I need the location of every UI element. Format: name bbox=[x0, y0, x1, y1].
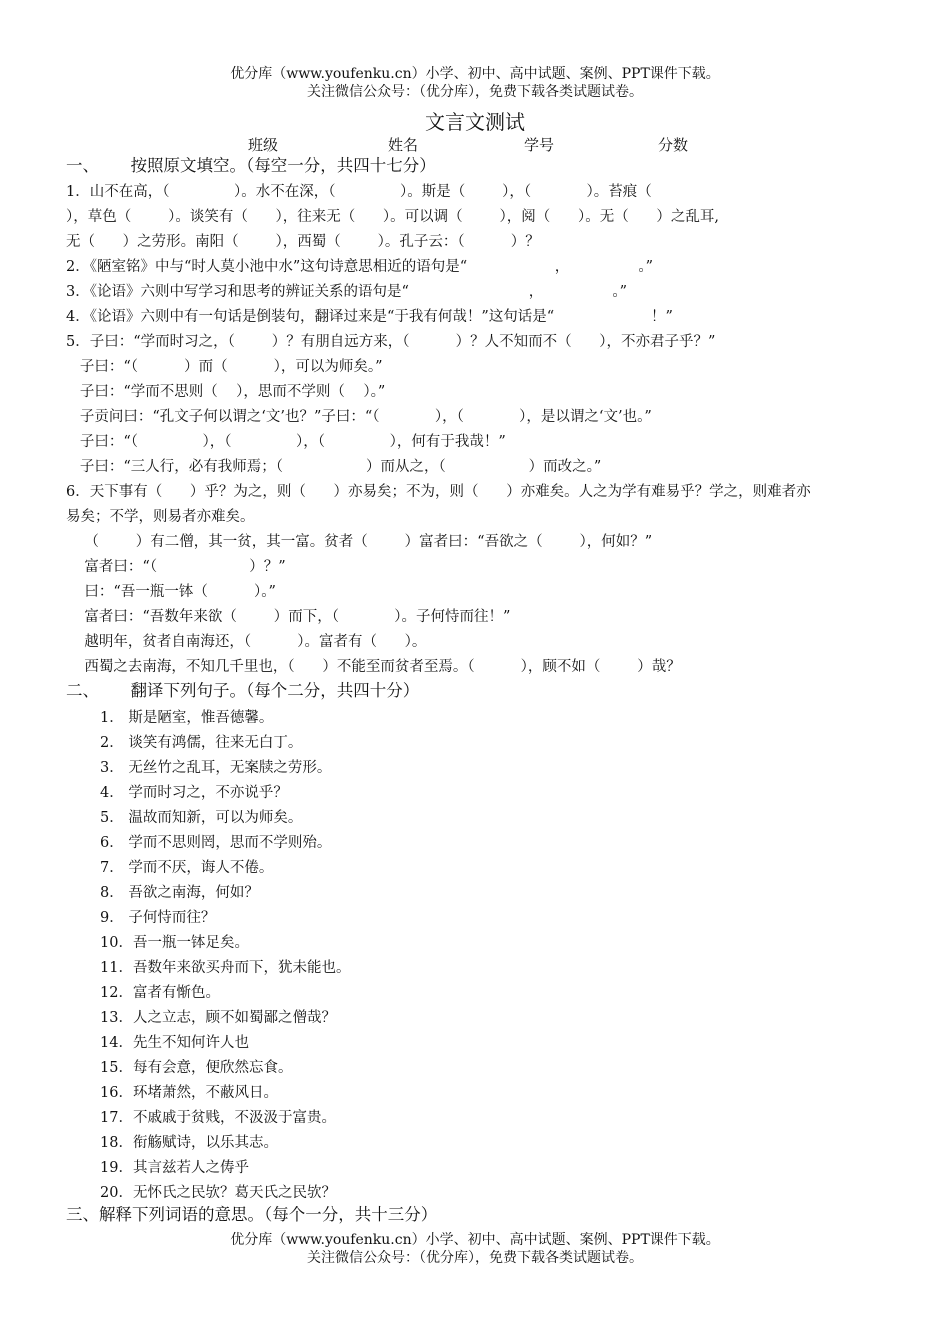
s2-item: 7． 学而不厌，诲人不倦。 bbox=[100, 860, 274, 876]
site-footer-line1: 优分库（www.youfenku.cn）小学、初中、高中试题、案例、PPT课件下载。 bbox=[230, 1232, 720, 1248]
s1-line: 曰：“吾一瓶一钵（ ）。” bbox=[66, 584, 276, 600]
s1-line: 无（ ）之劳形。南阳（ ），西蜀（ ）。孔子云：（ ）？ bbox=[66, 234, 540, 250]
s2-item: 2． 谈笑有鸿儒，往来无白丁。 bbox=[100, 735, 303, 751]
section1-heading: 一、 按照原文填空。（每空一分，共四十七分） bbox=[66, 156, 436, 175]
s2-item: 11．吾数年来欲买舟而下，犹未能也。 bbox=[100, 960, 351, 976]
name-label: 姓名 bbox=[388, 136, 419, 154]
s1-line: （ ）有二僧，其一贫，其一富。贫者（ ）富者曰：“吾欲之（ ），何如？” bbox=[66, 534, 653, 550]
site-header-line2: 关注微信公众号：（优分库），免费下载各类试题试卷。 bbox=[307, 84, 643, 100]
section3-heading: 三、解释下列词语的意思。（每个一分，共十三分） bbox=[66, 1205, 438, 1224]
s1-line: ），草色（ ）。谈笑有（ ），往来无（ ）。可以调（ ），阅（ ）。无（ ）之乱耳, bbox=[66, 209, 719, 225]
s1-line: 子曰：“三人行，必有我师焉；（ ）而从之，（ ）而改之。” bbox=[66, 459, 602, 475]
site-header-line1: 优分库（www.youfenku.cn）小学、初中、高中试题、案例、PPT课件下载。 bbox=[230, 66, 720, 82]
s2-item: 9． 子何恃而往？ bbox=[100, 910, 216, 926]
s1-line: 西蜀之去南海，不知几千里也，（ ）不能至而贫者至焉。（ ），顾不如（ ）哉？ bbox=[66, 659, 681, 675]
s1-line: 子曰：“（ ）而（ ），可以为师矣。” bbox=[66, 359, 383, 375]
s2-item: 12．富者有惭色。 bbox=[100, 985, 220, 1001]
s1-line: 5．子曰：“学而时习之，（ ）？有朋自远方来，（ ）？人不知而不（ ），不亦君子乎？” bbox=[66, 334, 716, 350]
s1-line: 6．天下事有（ ）乎？为之，则（ ）亦易矣；不为，则（ ）亦难矣。人之为学有难易乎？学之，则难者亦 bbox=[66, 484, 811, 500]
s2-item: 1． 斯是陋室，惟吾德馨。 bbox=[100, 710, 274, 726]
s1-line: 富者曰：“吾数年来欲（ ）而下，（ ）。子何恃而往！” bbox=[66, 609, 511, 625]
s2-item: 14．先生不知何许人也 bbox=[100, 1035, 249, 1051]
section2-heading: 二、 翻译下列句子。（每个二分，共四十分） bbox=[66, 681, 420, 700]
s2-item: 16．环堵萧然，不蔽风日。 bbox=[100, 1085, 278, 1101]
id-label: 学号 bbox=[524, 136, 555, 154]
s1-line: 越明年，贫者自南海还，（ ）。富者有（ ）。 bbox=[66, 634, 427, 650]
s1-line: 易矣；不学，则易者亦难矣。 bbox=[66, 509, 255, 525]
s1-line: 1．山不在高，（ ）。水不在深，（ ）。斯是（ ），（ ）。苔痕（ bbox=[66, 184, 652, 200]
s2-item: 5． 温故而知新，可以为师矣。 bbox=[100, 810, 303, 826]
s2-item: 6． 学而不思则罔，思而不学则殆。 bbox=[100, 835, 332, 851]
s2-item: 13．人之立志，顾不如蜀鄙之僧哉？ bbox=[100, 1010, 336, 1026]
s2-item: 3． 无丝竹之乱耳，无案牍之劳形。 bbox=[100, 760, 332, 776]
s1-line: 富者曰：“（ ）？” bbox=[66, 559, 286, 575]
s1-line: 子贡问曰：“孔文子何以谓之‘文’也？”子曰：“（ ），（ ），是以谓之‘文’也。” bbox=[66, 409, 652, 425]
s2-item: 19．其言兹若人之俦乎 bbox=[100, 1160, 249, 1176]
s1-line: 子曰：“（ ），（ ），（ ），何有于我哉！” bbox=[66, 434, 506, 450]
class-label: 班级 bbox=[248, 136, 279, 154]
s2-item: 10．吾一瓶一钵足矣。 bbox=[100, 935, 249, 951]
score-label: 分数 bbox=[658, 136, 689, 154]
s2-item: 15．每有会意，便欣然忘食。 bbox=[100, 1060, 293, 1076]
s2-item: 18．衔觞赋诗，以乐其志。 bbox=[100, 1135, 278, 1151]
page-title: 文言文测试 bbox=[425, 110, 525, 134]
site-footer-line2: 关注微信公众号：（优分库），免费下载各类试题试卷。 bbox=[307, 1250, 643, 1266]
s2-item: 8． 吾欲之南海，何如？ bbox=[100, 885, 259, 901]
s1-line: 4．《论语》六则中有一句话是倒装句，翻译过来是“于我有何哉！”这句话是“ ！” bbox=[66, 309, 673, 325]
s2-item: 4． 学而时习之，不亦说乎？ bbox=[100, 785, 288, 801]
s2-item: 17．不戚戚于贫贱，不汲汲于富贵。 bbox=[100, 1110, 336, 1126]
s2-item: 20．无怀氏之民欤？葛天氏之民欤？ bbox=[100, 1185, 336, 1201]
s1-line: 2．《陋室铭》中与“时人莫小池中水”这句诗意思相近的语句是“ ， 。” bbox=[66, 259, 654, 275]
s1-line: 3．《论语》六则中写学习和思考的辨证关系的语句是“ ， 。” bbox=[66, 284, 628, 300]
s1-line: 子曰：“学而不思则（ ），思而不学则（ ）。” bbox=[66, 384, 386, 400]
